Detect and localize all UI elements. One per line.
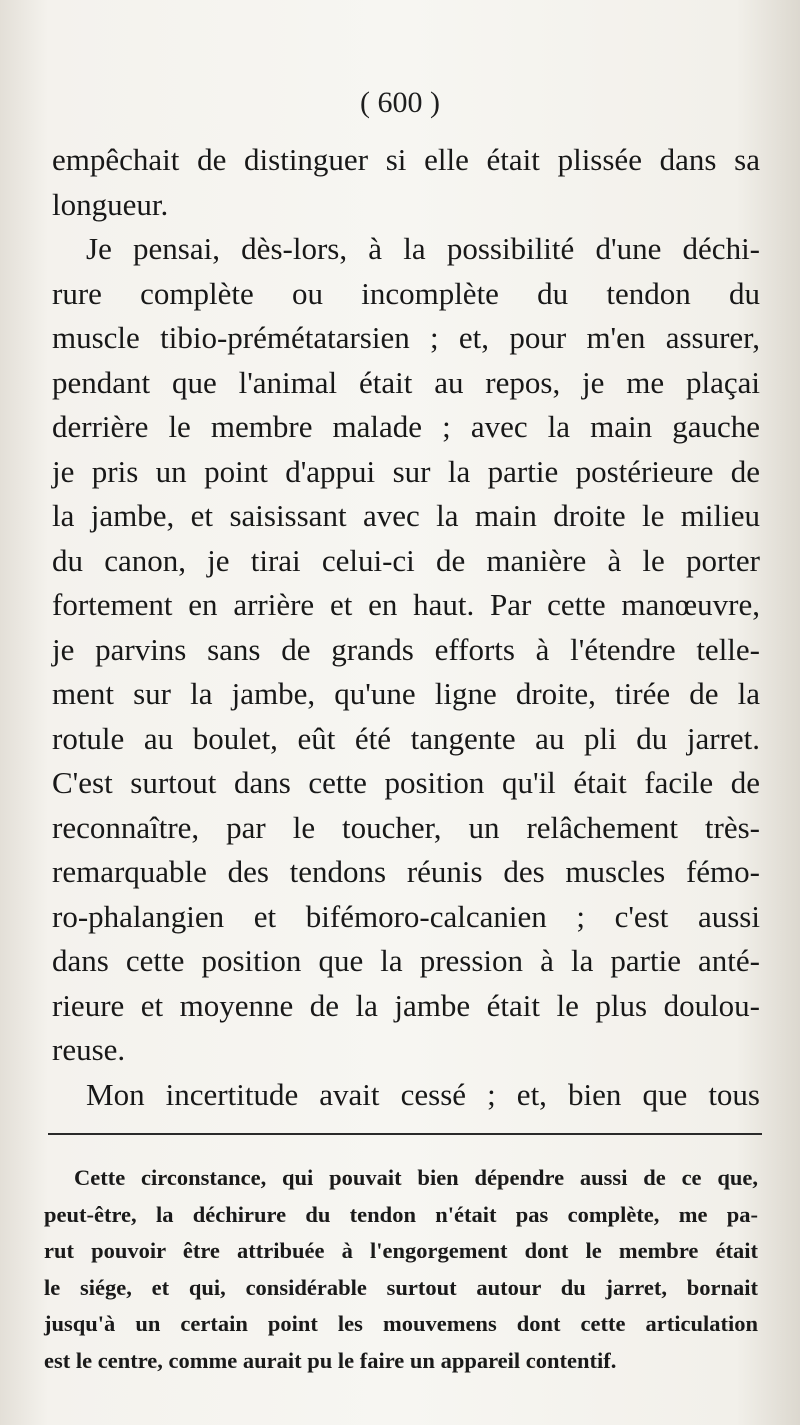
text-line: je parvins sans de grands efforts à l'étendre telle-: [52, 631, 760, 667]
text-line: du canon, je tirai celui-ci de manière à le porter: [52, 542, 760, 578]
text-line: dans cette position que la pression à la partie anté-: [52, 943, 760, 978]
footnote-line: jusqu'à un certain point les mouvemens dont cette articulation: [44, 1311, 758, 1336]
main-text: [52, 138, 760, 1117]
text-line: pendant que l'animal était au repos, je me plaçai: [52, 364, 760, 400]
text-line: reuse.: [52, 1032, 126, 1067]
text-line: ment sur la jambe, qu'une ligne droite, tirée de la: [52, 676, 760, 711]
text-line: derrière le membre malade ; avec la main gauche: [52, 409, 760, 444]
text-line: muscle tibio-prémétatarsien ; et, pour m'en assurer,: [52, 320, 760, 355]
text-line: remarquable des tendons réunis des muscles fémo-: [52, 854, 760, 889]
text-line: empêchait de distinguer si elle était plissée dans sa: [52, 142, 760, 177]
page-number: ( 600 ): [360, 86, 440, 119]
footnote-line: est le centre, comme aurait pu le faire un appareil contentif.: [44, 1347, 617, 1373]
footnote-line: le siége, et qui, considérable surtout autour du jarret, bornait: [44, 1274, 758, 1300]
footnote-line: Cette circonstance, qui pouvait bien dépendre aussi de ce que,: [74, 1165, 758, 1190]
text-line: rure complète ou incomplète du tendon du: [52, 275, 760, 311]
text-line: fortement en arrière et en haut. Par cette manœuvre,: [52, 587, 760, 622]
text-line: longueur.: [52, 186, 169, 222]
text-line: Je pensai, dès-lors, à la possibilité d'une déchi-: [86, 231, 760, 266]
footnote-line: peut-être, la déchirure du tendon n'était pas complète, me pa-: [44, 1201, 758, 1227]
text-line: rieure et moyenne de la jambe était le plus doulou-: [52, 987, 760, 1023]
text-line: reconnaître, par le toucher, un relâchement très-: [52, 809, 760, 845]
text-line: rotule au boulet, eût été tangente au pli du jarret.: [52, 720, 760, 756]
text-line: ro-phalangien et bifémoro-calcanien ; c'est aussi: [52, 898, 760, 934]
footnote-line: rut pouvoir être attribuée à l'engorgement dont le membre était: [44, 1238, 758, 1263]
text-line: je pris un point d'appui sur la partie postérieure de: [52, 453, 760, 489]
footnote: [44, 1160, 758, 1379]
footnote-separator-rule: [48, 1133, 762, 1135]
text-line: la jambe, et saisissant avec la main droite le milieu: [52, 498, 760, 533]
text-line: Mon incertitude avait cessé ; et, bien que tous: [86, 1076, 760, 1112]
text-line: C'est surtout dans cette position qu'il était facile de: [52, 765, 760, 800]
